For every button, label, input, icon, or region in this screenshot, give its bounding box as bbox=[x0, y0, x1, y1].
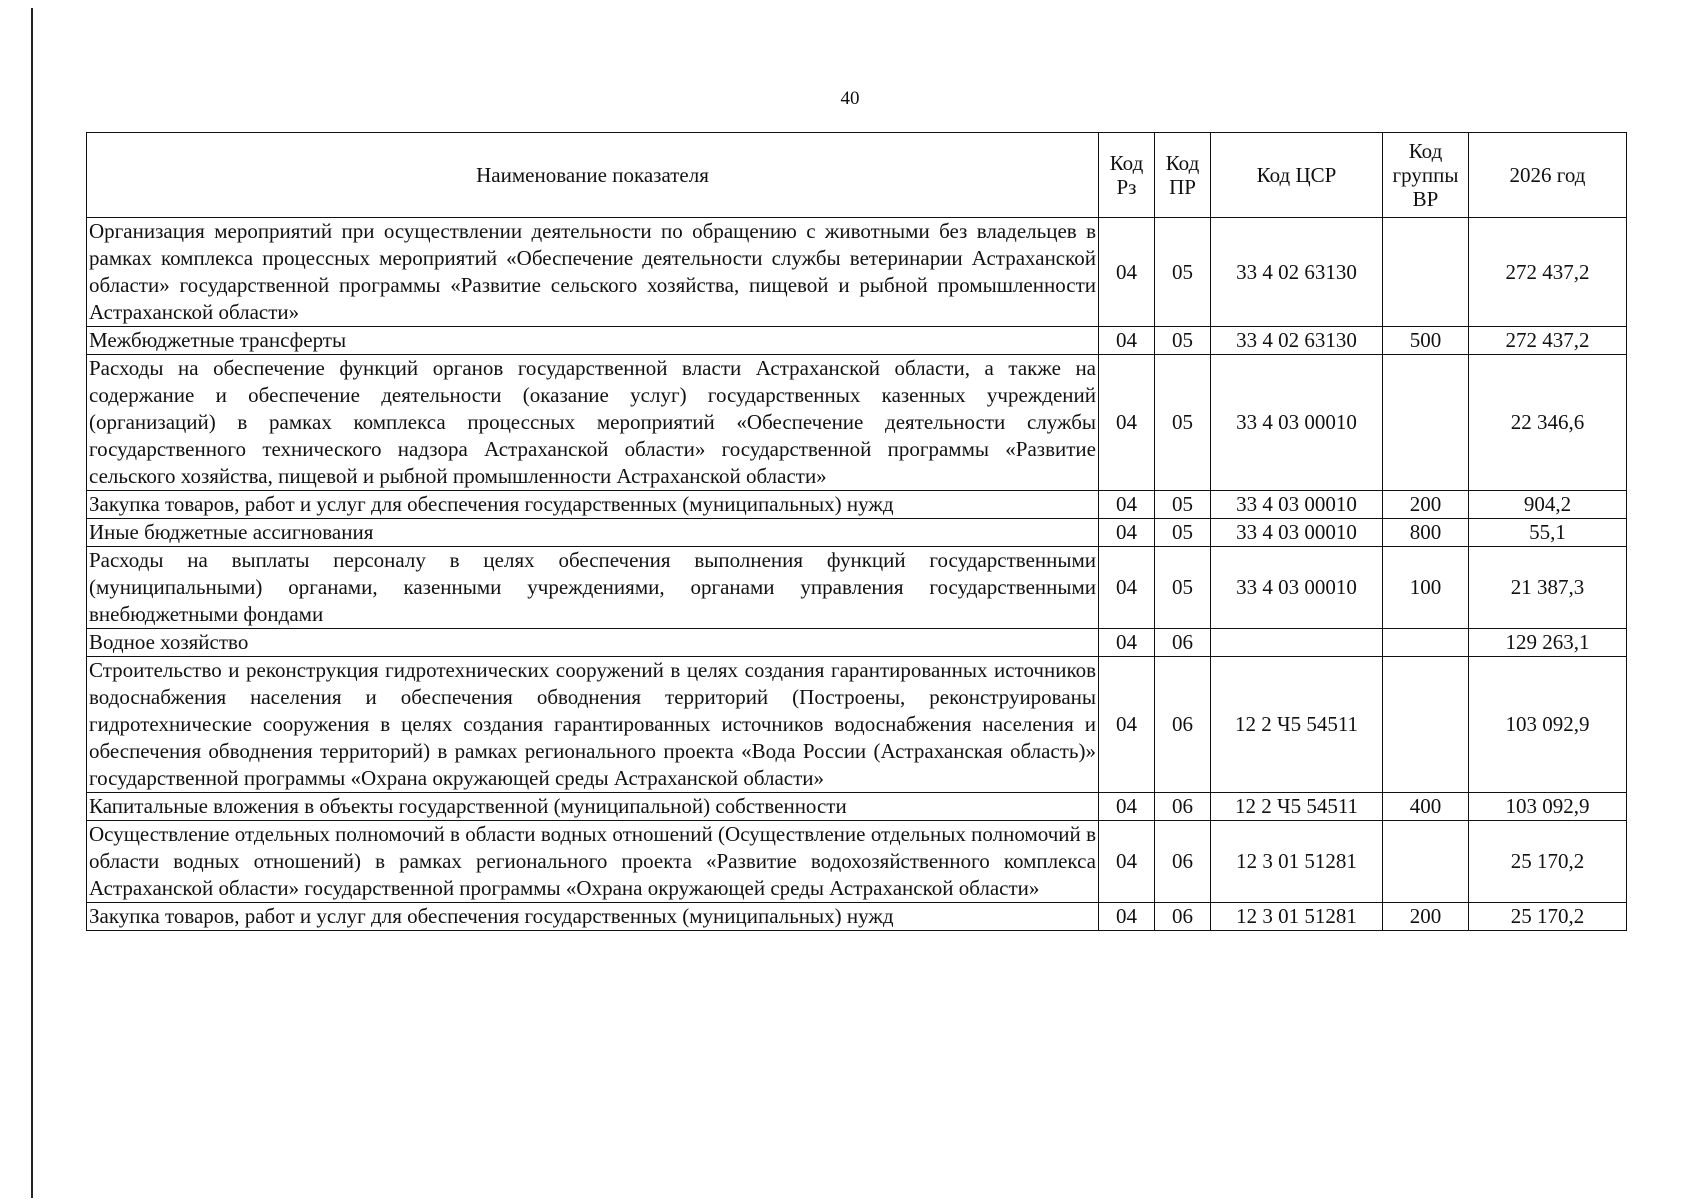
header-vr: Код группы ВР bbox=[1383, 133, 1469, 218]
table-row bbox=[87, 355, 1627, 491]
row-amount: 129 263,1 bbox=[1469, 629, 1627, 657]
row-vr bbox=[1383, 821, 1469, 903]
row-amount: 272 437,2 bbox=[1469, 327, 1627, 355]
row-csr bbox=[1211, 629, 1383, 657]
row-pr: 06 bbox=[1155, 821, 1211, 903]
row-vr bbox=[1383, 657, 1469, 793]
row-csr: 12 2 Ч5 54511 bbox=[1211, 657, 1383, 793]
row-amount: 55,1 bbox=[1469, 519, 1627, 547]
row-pr: 05 bbox=[1155, 355, 1211, 491]
row-vr: 500 bbox=[1383, 327, 1469, 355]
binding-line bbox=[31, 8, 33, 1198]
row-rz: 04 bbox=[1099, 218, 1155, 327]
row-name: Осуществление отдельных полномочий в области водных отношений (Осуществление отдельных полномочий в области водных отношений) в рамках регионального проекта «Развитие водохозяйственного комплекса Астраханской области» государственной программы «Охрана окружающей среды Астраханской области» bbox=[87, 821, 1099, 903]
row-amount: 272 437,2 bbox=[1469, 218, 1627, 327]
table-row bbox=[87, 657, 1627, 793]
row-amount: 103 092,9 bbox=[1469, 793, 1627, 821]
table-row bbox=[87, 903, 1627, 931]
table-row bbox=[87, 629, 1627, 657]
row-csr: 12 3 01 51281 bbox=[1211, 903, 1383, 931]
table-row bbox=[87, 793, 1627, 821]
row-rz: 04 bbox=[1099, 657, 1155, 793]
row-name: Закупка товаров, работ и услуг для обеспечения государственных (муниципальных) нужд bbox=[87, 491, 1099, 519]
row-amount: 22 346,6 bbox=[1469, 355, 1627, 491]
row-vr: 400 bbox=[1383, 793, 1469, 821]
row-vr: 800 bbox=[1383, 519, 1469, 547]
row-pr: 06 bbox=[1155, 657, 1211, 793]
page-number: 40 bbox=[840, 88, 860, 109]
row-vr bbox=[1383, 355, 1469, 491]
row-csr: 33 4 02 63130 bbox=[1211, 327, 1383, 355]
row-amount: 25 170,2 bbox=[1469, 821, 1627, 903]
row-csr: 33 4 03 00010 bbox=[1211, 519, 1383, 547]
row-rz: 04 bbox=[1099, 327, 1155, 355]
row-name: Закупка товаров, работ и услуг для обеспечения государственных (муниципальных) нужд bbox=[87, 903, 1099, 931]
header-name: Наименование показателя bbox=[87, 133, 1099, 218]
row-amount: 21 387,3 bbox=[1469, 547, 1627, 629]
table-row bbox=[87, 821, 1627, 903]
row-vr: 100 bbox=[1383, 547, 1469, 629]
row-name: Организация мероприятий при осуществлении деятельности по обращению с животными без владельцев в рамках комплекса процессных мероприятий «Обеспечение деятельности службы ветеринарии Астраханской области» государственной программы «Развитие сельского хозяйства, пищевой и рыбной промышленности Астраханской области» bbox=[87, 218, 1099, 327]
row-rz: 04 bbox=[1099, 547, 1155, 629]
row-name: Водное хозяйство bbox=[87, 629, 1099, 657]
row-pr: 05 bbox=[1155, 218, 1211, 327]
row-pr: 05 bbox=[1155, 327, 1211, 355]
row-rz: 04 bbox=[1099, 793, 1155, 821]
row-rz: 04 bbox=[1099, 355, 1155, 491]
header-pr: Код ПР bbox=[1155, 133, 1211, 218]
row-rz: 04 bbox=[1099, 903, 1155, 931]
row-amount: 25 170,2 bbox=[1469, 903, 1627, 931]
table-row bbox=[87, 547, 1627, 629]
row-name: Иные бюджетные ассигнования bbox=[87, 519, 1099, 547]
table-row bbox=[87, 491, 1627, 519]
row-rz: 04 bbox=[1099, 519, 1155, 547]
table-row bbox=[87, 327, 1627, 355]
row-pr: 06 bbox=[1155, 793, 1211, 821]
budget-table bbox=[86, 132, 1627, 931]
row-pr: 06 bbox=[1155, 629, 1211, 657]
row-vr: 200 bbox=[1383, 903, 1469, 931]
row-rz: 04 bbox=[1099, 629, 1155, 657]
row-vr bbox=[1383, 629, 1469, 657]
row-pr: 05 bbox=[1155, 547, 1211, 629]
row-name: Расходы на выплаты персоналу в целях обеспечения выполнения функций государственными (муниципальными) органами, казенными учреждениями, органами управления государственными внебюджетными фондами bbox=[87, 547, 1099, 629]
row-name: Расходы на обеспечение функций органов государственной власти Астраханской области, а также на содержание и обеспечение деятельности (оказание услуг) государственных казенных учреждений (организаций) в рамках комплекса процессных мероприятий «Обеспечение деятельности службы государственного технического надзора Астраханской области» государственной программы «Развитие сельского хозяйства, пищевой и рыбной промышленности Астраханской области» bbox=[87, 355, 1099, 491]
row-name: Межбюджетные трансферты bbox=[87, 327, 1099, 355]
row-pr: 06 bbox=[1155, 903, 1211, 931]
row-amount: 103 092,9 bbox=[1469, 657, 1627, 793]
row-name: Капитальные вложения в объекты государственной (муниципальной) собственности bbox=[87, 793, 1099, 821]
table-row bbox=[87, 519, 1627, 547]
row-vr bbox=[1383, 218, 1469, 327]
row-pr: 05 bbox=[1155, 519, 1211, 547]
row-rz: 04 bbox=[1099, 821, 1155, 903]
table-row bbox=[87, 218, 1627, 327]
row-csr: 33 4 03 00010 bbox=[1211, 547, 1383, 629]
row-vr: 200 bbox=[1383, 491, 1469, 519]
row-csr: 12 3 01 51281 bbox=[1211, 821, 1383, 903]
row-csr: 33 4 03 00010 bbox=[1211, 491, 1383, 519]
row-csr: 12 2 Ч5 54511 bbox=[1211, 793, 1383, 821]
header-csr: Код ЦСР bbox=[1211, 133, 1383, 218]
row-rz: 04 bbox=[1099, 491, 1155, 519]
row-pr: 05 bbox=[1155, 491, 1211, 519]
row-name: Строительство и реконструкция гидротехнических сооружений в целях создания гарантированных источников водоснабжения населения и обеспечения обводнения территорий (Построены, реконструированы гидротехнические сооружения в целях создания гарантированных источников водоснабжения населения и обеспечения обводнения территорий) в рамках регионального проекта «Вода России (Астраханская область)» государственной программы «Охрана окружающей среды Астраханской области» bbox=[87, 657, 1099, 793]
header-rz: Код Рз bbox=[1099, 133, 1155, 218]
row-csr: 33 4 02 63130 bbox=[1211, 218, 1383, 327]
row-amount: 904,2 bbox=[1469, 491, 1627, 519]
row-csr: 33 4 03 00010 bbox=[1211, 355, 1383, 491]
header-year: 2026 год bbox=[1469, 133, 1627, 218]
table-header-row bbox=[87, 133, 1627, 218]
